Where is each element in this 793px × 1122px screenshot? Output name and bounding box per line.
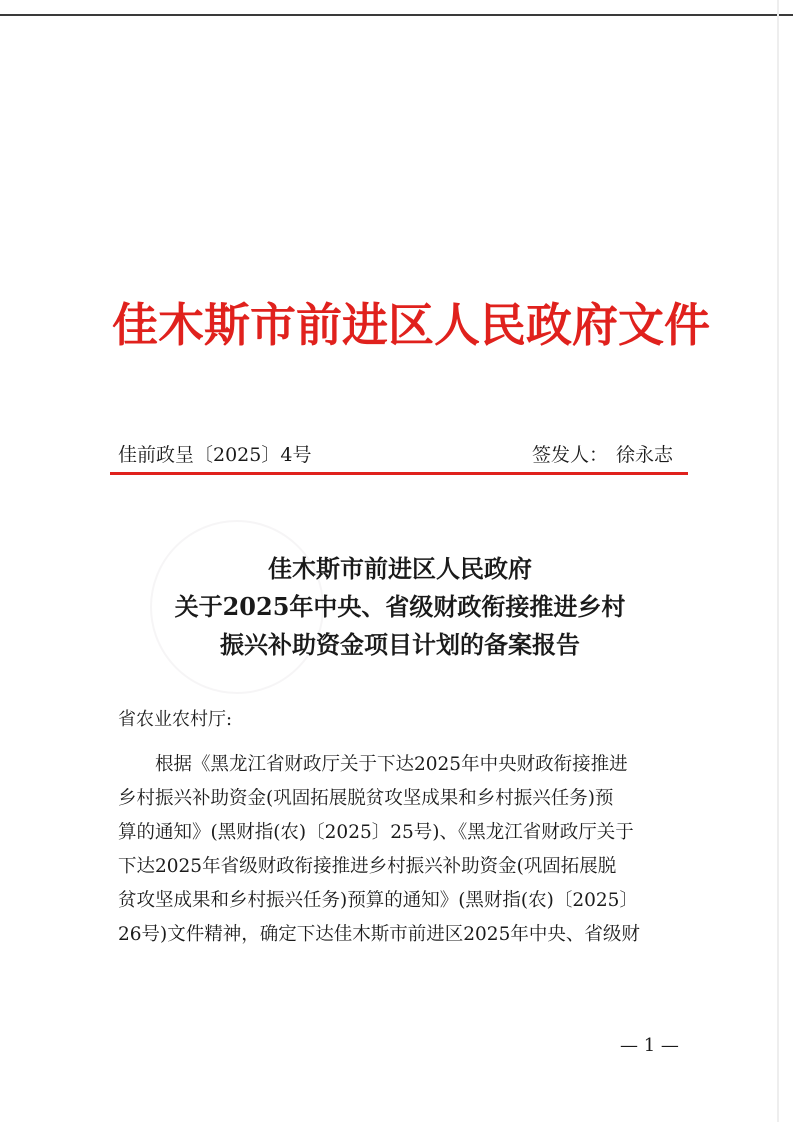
body-paragraph	[118, 748, 698, 952]
page-number: — 1 —	[620, 1035, 679, 1056]
red-separator-line	[110, 472, 688, 475]
salutation: 省农业农村厅:	[118, 709, 233, 730]
body-line: 算的通知》(黑财指(农)〔2025〕25号)、《黑龙江省财政厅关于	[118, 822, 634, 843]
report-title-line: 振兴补助资金项目计划的备案报告	[220, 630, 580, 659]
body-line: 26号)文件精神，确定下达佳木斯市前进区2025年中央、省级财	[118, 924, 640, 945]
document-number: 佳前政呈〔2025〕4号	[118, 444, 312, 466]
body-line: 根据《黑龙江省财政厅关于下达2025年中央财政衔接推进	[118, 754, 628, 775]
signer-label: 签发人：	[532, 444, 609, 466]
signer-block	[532, 440, 673, 467]
signer-name: 徐永志	[616, 444, 674, 466]
report-title	[100, 550, 700, 664]
report-title-line: 关于2025年中央、省级财政衔接推进乡村	[174, 592, 626, 621]
body-line: 乡村振兴补助资金(巩固拓展脱贫攻坚成果和乡村振兴任务)预	[118, 788, 614, 809]
report-title-line: 佳木斯市前进区人民政府	[268, 554, 532, 583]
scan-border-top	[0, 14, 793, 16]
body-line: 贫攻坚成果和乡村振兴任务)预算的通知》(黑财指(农)〔2025〕	[118, 890, 638, 911]
body-line: 下达2025年省级财政衔接推进乡村振兴补助资金(巩固拓展脱	[118, 856, 617, 877]
document-header-title: 佳木斯市前进区人民政府文件	[112, 298, 710, 352]
scan-border-right	[777, 0, 779, 1122]
